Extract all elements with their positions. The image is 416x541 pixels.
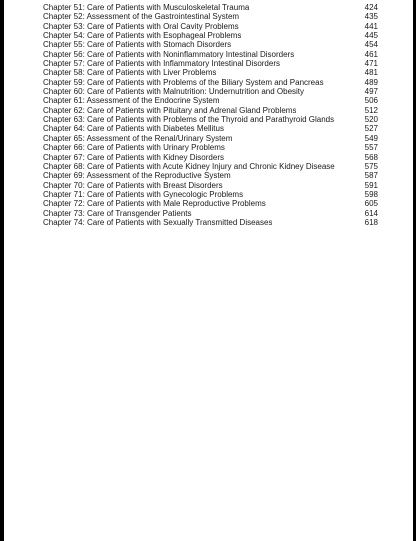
toc-entry-page-number: 568: [364, 152, 378, 162]
toc-entry[interactable]: [43, 171, 378, 180]
toc-entry-title: Chapter 74: Care of Patients with Sexually Transmitted Diseases: [43, 217, 273, 227]
toc-entry-page-number: 527: [364, 124, 378, 134]
toc-entry-title: Chapter 58: Care of Patients with Liver Problems: [43, 68, 217, 78]
toc-entry-page-number: 605: [364, 199, 378, 209]
toc-entry[interactable]: [43, 22, 378, 31]
toc-entry-page-number: 587: [364, 171, 378, 181]
toc-entry-title: Chapter 71: Care of Patients with Gynecologic Problems: [43, 189, 244, 199]
toc-entry-page-number: 497: [364, 87, 378, 97]
toc-entry-title: Chapter 56: Care of Patients with Noninflammatory Intestinal Disorders: [43, 49, 295, 59]
toc-entry-page-number: 471: [364, 59, 378, 69]
toc-entry[interactable]: [43, 31, 378, 40]
toc-entry[interactable]: [43, 87, 378, 96]
toc-entry-page-number: 424: [364, 3, 378, 12]
toc-entry-page-number: 618: [364, 217, 378, 227]
toc-entry-title: Chapter 67: Care of Patients with Kidney Disorders: [43, 152, 224, 162]
toc-entry-page-number: 445: [364, 31, 378, 41]
toc-entry-page-number: 520: [364, 115, 378, 125]
table-of-contents: [43, 3, 378, 227]
toc-entry-title: Chapter 69: Assessment of the Reproductive System: [43, 171, 231, 181]
toc-entry-title: Chapter 51: Care of Patients with Musculoskeletal Trauma: [43, 3, 250, 12]
toc-entry-title: Chapter 52: Assessment of the Gastrointestinal System: [43, 12, 240, 22]
toc-entry[interactable]: [43, 12, 378, 21]
document-page: [4, 0, 413, 541]
toc-entry-page-number: 435: [364, 12, 378, 22]
toc-entry-title: Chapter 59: Care of Patients with Problems of the Biliary System and Pancreas: [43, 77, 324, 87]
toc-entry-title: Chapter 64: Care of Patients with Diabetes Mellitus: [43, 124, 224, 134]
toc-entry[interactable]: [43, 59, 378, 68]
toc-entry-page-number: 614: [364, 208, 378, 218]
toc-entry[interactable]: [43, 209, 378, 218]
toc-entry[interactable]: [43, 96, 378, 105]
toc-entry-page-number: 598: [364, 189, 378, 199]
toc-entry[interactable]: [43, 40, 378, 49]
toc-entry[interactable]: [43, 78, 378, 87]
toc-entry[interactable]: [43, 162, 378, 171]
toc-entry[interactable]: [43, 190, 378, 199]
toc-entry-title: Chapter 65: Assessment of the Renal/Urinary System: [43, 133, 233, 143]
toc-entry-title: Chapter 72: Care of Patients with Male Reproductive Problems: [43, 199, 266, 209]
toc-entry-page-number: 591: [364, 180, 378, 190]
toc-entry[interactable]: [43, 199, 378, 208]
toc-entry-page-number: 557: [364, 143, 378, 153]
toc-entry-title: Chapter 70: Care of Patients with Breast Disorders: [43, 180, 223, 190]
toc-entry-title: Chapter 73: Care of Transgender Patients: [43, 208, 192, 218]
toc-entry-page-number: 461: [364, 49, 378, 59]
toc-entry[interactable]: [43, 106, 378, 115]
toc-entry[interactable]: [43, 3, 378, 12]
toc-entry-page-number: 454: [364, 40, 378, 50]
toc-entry-title: Chapter 54: Care of Patients with Esophageal Problems: [43, 31, 242, 41]
toc-entry-title: Chapter 63: Care of Patients with Problems of the Thyroid and Parathyroid Glands: [43, 115, 335, 125]
toc-entry-page-number: 481: [364, 68, 378, 78]
toc-entry[interactable]: [43, 134, 378, 143]
toc-entry-page-number: 512: [364, 105, 378, 115]
toc-entry-page-number: 549: [364, 133, 378, 143]
toc-entry[interactable]: [43, 153, 378, 162]
toc-entry-page-number: 489: [364, 77, 378, 87]
toc-entry-title: Chapter 66: Care of Patients with Urinary Problems: [43, 143, 225, 153]
toc-entry[interactable]: [43, 68, 378, 77]
toc-entry-page-number: 441: [364, 21, 378, 31]
toc-entry-page-number: 506: [364, 96, 378, 106]
toc-entry-title: Chapter 57: Care of Patients with Inflammatory Intestinal Disorders: [43, 59, 280, 69]
toc-entry[interactable]: [43, 50, 378, 59]
toc-entry-title: Chapter 60: Care of Patients with Malnutrition: Undernutrition and Obesity: [43, 87, 305, 97]
toc-entry[interactable]: [43, 143, 378, 152]
toc-entry-title: Chapter 62: Care of Patients with Pituitary and Adrenal Gland Problems: [43, 105, 297, 115]
toc-entry-title: Chapter 68: Care of Patients with Acute Kidney Injury and Chronic Kidney Disease: [43, 161, 335, 171]
toc-entry-title: Chapter 55: Care of Patients with Stomach Disorders: [43, 40, 232, 50]
toc-entry[interactable]: [43, 124, 378, 133]
toc-entry[interactable]: [43, 218, 378, 227]
toc-entry[interactable]: [43, 181, 378, 190]
toc-entry-page-number: 575: [364, 161, 378, 171]
toc-entry[interactable]: [43, 115, 378, 124]
toc-entry-title: Chapter 61: Assessment of the Endocrine System: [43, 96, 220, 106]
toc-entry-title: Chapter 53: Care of Patients with Oral Cavity Problems: [43, 21, 239, 31]
